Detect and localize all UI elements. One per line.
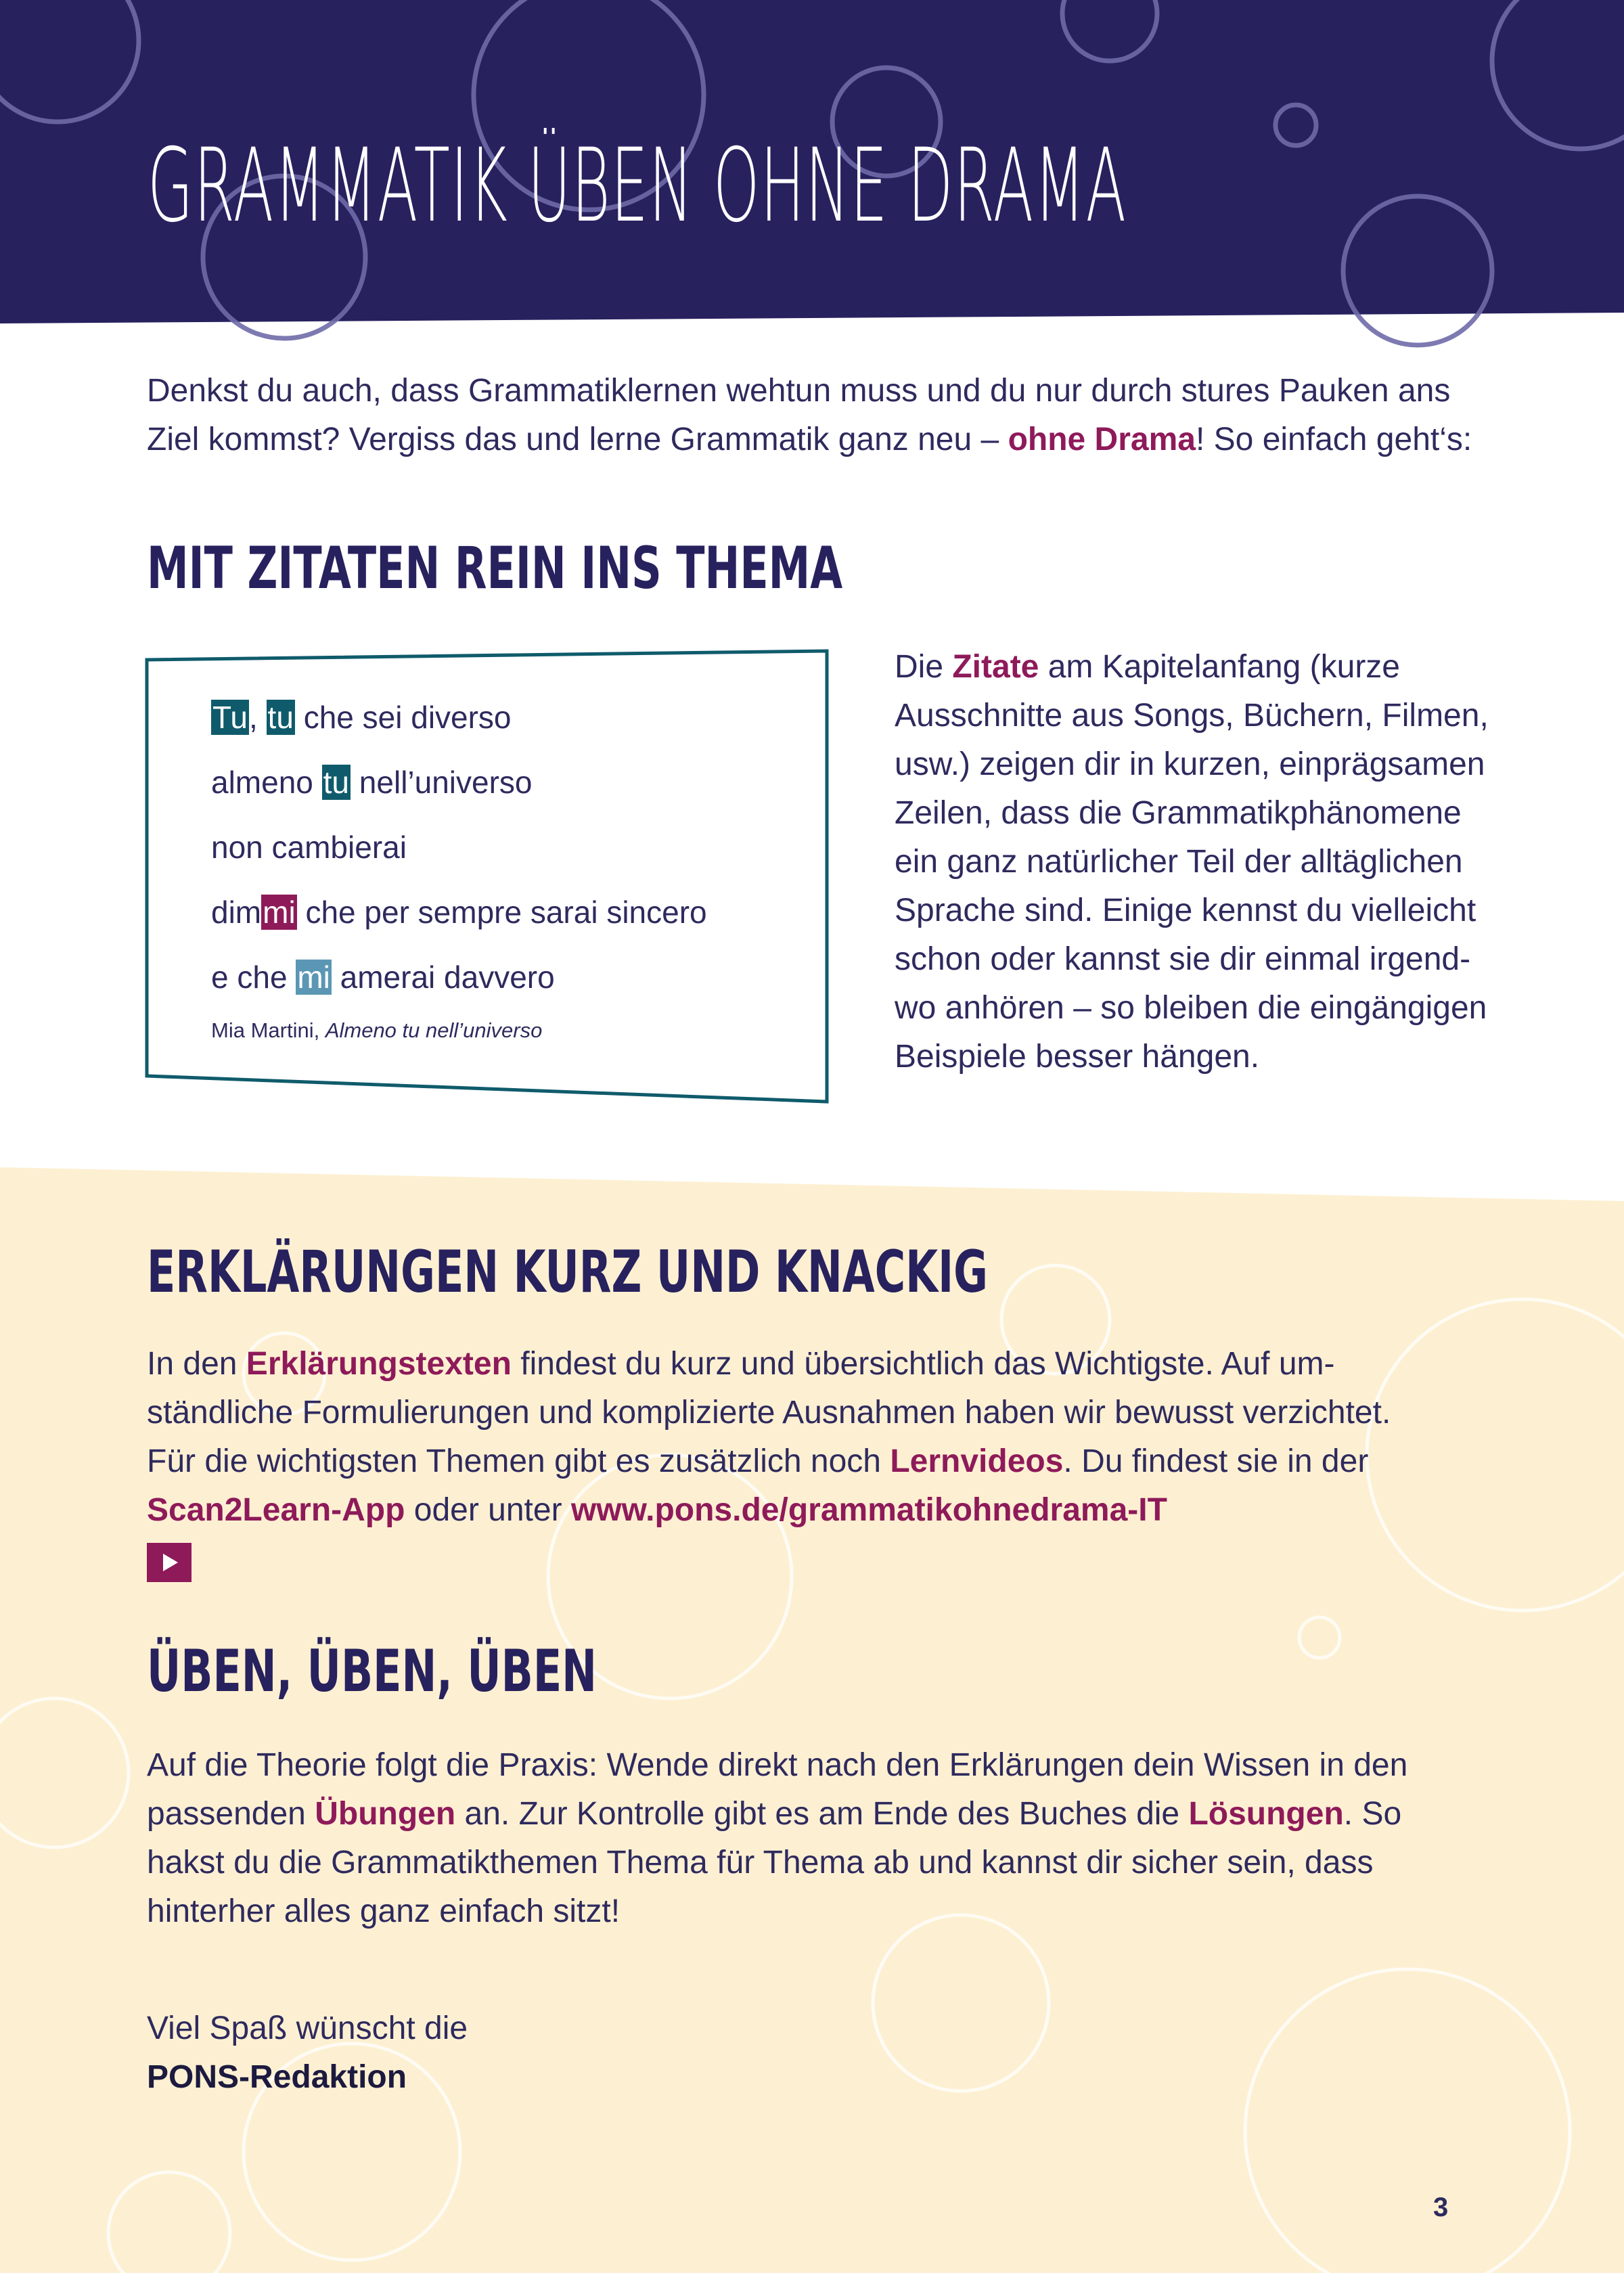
- highlight-text: Zitate: [952, 649, 1039, 685]
- highlight-text: Lösungen: [1188, 1796, 1344, 1832]
- text-run: ! So einfach geht‘s:: [1195, 422, 1472, 457]
- text-run: almeno: [211, 765, 322, 800]
- text-run: . Du findest sie in der: [1063, 1443, 1369, 1479]
- text-line: [147, 1340, 1568, 1389]
- text-run: amerai davvero: [331, 960, 555, 995]
- text-run: nell’universo: [351, 765, 533, 800]
- text-run: . So: [1343, 1796, 1402, 1832]
- text-run: Die: [895, 649, 953, 685]
- text-line: ständliche Formulierungen und komplizierte Ausnahmen haben wir bewusst verzichtet.: [147, 1395, 1391, 1431]
- text-run: passenden: [147, 1796, 315, 1832]
- intro-paragraph: [147, 367, 1568, 464]
- text-run: che per sempre sarai sincero: [296, 895, 707, 930]
- text-line: Zeilen, dass die Grammatikphänomene: [895, 795, 1462, 831]
- marked-word: tu: [267, 700, 294, 735]
- page-number: 3: [1433, 2192, 1449, 2222]
- text-line: [147, 1790, 1568, 1839]
- text-run: che sei diverso: [294, 700, 512, 735]
- caption-title: Almeno tu nell’universo: [325, 1018, 543, 1042]
- text-line: Ausschnitte aus Songs, Büchern, Filmen,: [895, 698, 1489, 734]
- text-line: [147, 1486, 1568, 1535]
- closing-greeting: Viel Spaß wünscht die: [147, 2010, 468, 2046]
- marked-word: Tu: [212, 700, 248, 735]
- page-title: GRAMMATIK ÜBEN OHNE DRAMA: [148, 127, 1127, 245]
- text-run: Ziel kommst? Vergiss das und lerne Grammatik ganz neu –: [147, 422, 1008, 457]
- quote-line: [211, 697, 512, 738]
- text-line: hakst du die Grammatikthemen Thema für Thema ab und kannst dir sicher sein, dass: [147, 1845, 1374, 1881]
- marked-word: mi: [263, 895, 296, 930]
- text-run: dim: [211, 895, 262, 930]
- highlight-text: ohne Drama: [1008, 422, 1196, 457]
- text-line: Beispiele besser hängen.: [895, 1039, 1260, 1075]
- text-line: ein ganz natürlicher Teil der alltäglichen: [895, 844, 1463, 880]
- quote-caption: [211, 1018, 542, 1043]
- text-line: usw.) zeigen dir in kurzen, einprägsamen: [895, 746, 1485, 782]
- text-run: In den: [147, 1346, 246, 1382]
- marked-word: tu: [323, 765, 350, 800]
- text-run: an. Zur Kontrolle gibt es am Ende des Buches die: [455, 1796, 1189, 1832]
- intro-line: Denkst du auch, dass Grammatiklernen wehtun muss und du nur durch stures Pauken ans: [147, 373, 1451, 409]
- app-name: Scan2Learn-App: [147, 1492, 405, 1528]
- intro-line: [147, 415, 1568, 464]
- text-run: ,: [248, 700, 258, 735]
- closing-signature: PONS-Redaktion: [147, 2059, 407, 2095]
- cream-section: [0, 1167, 1624, 2273]
- text-run: Für die wichtigsten Themen gibt es zusätzlich noch: [147, 1443, 890, 1479]
- section-heading-explanations: ERKLÄRUNGEN KURZ UND KNACKIG: [147, 1238, 989, 1306]
- quote-line: [211, 957, 555, 997]
- highlight-text: Erklärungstexten: [246, 1346, 512, 1382]
- practice-paragraph: [147, 1741, 1568, 1936]
- marked-word: mi: [297, 960, 330, 995]
- text-run: am Kapitelanfang (kurze: [1039, 649, 1400, 685]
- highlight-text: Übungen: [315, 1796, 456, 1832]
- text-line: [147, 1437, 1568, 1486]
- section-heading-quotes: MIT ZITATEN REIN INS THEMA: [147, 535, 843, 602]
- text-line: Auf die Theorie folgt die Praxis: Wende direkt nach den Erklärungen dein Wissen in den: [147, 1747, 1408, 1783]
- text-run: oder unter: [405, 1492, 571, 1528]
- text-line: schon oder kannst sie dir einmal irgend-: [895, 941, 1471, 977]
- highlight-text: Lernvideos: [890, 1443, 1064, 1479]
- quote-line: [211, 762, 533, 803]
- text-line: hinterher alles ganz einfach sitzt!: [147, 1893, 621, 1929]
- text-run: e che: [211, 960, 296, 995]
- section-heading-practice: ÜBEN, ÜBEN, ÜBEN: [147, 1638, 597, 1705]
- text-line: Sprache sind. Einige kennst du vielleicht: [895, 893, 1476, 928]
- quote-line: [211, 892, 707, 932]
- quote-line: non cambierai: [211, 830, 407, 865]
- text-run: findest du kurz und übersichtlich das Wichtigste. Auf um-: [511, 1346, 1335, 1382]
- text-line: wo anhören – so bleiben die eingängigen: [895, 990, 1487, 1026]
- caption-author: Mia Martini,: [211, 1018, 325, 1042]
- quotes-explanation: [895, 643, 1571, 1081]
- closing: [147, 2004, 959, 2102]
- explanations-paragraph: [147, 1340, 1568, 1535]
- video-link[interactable]: www.pons.de/grammatikohnedrama-IT: [570, 1492, 1167, 1528]
- text-line: [895, 643, 1571, 692]
- play-video-icon[interactable]: [147, 1543, 191, 1582]
